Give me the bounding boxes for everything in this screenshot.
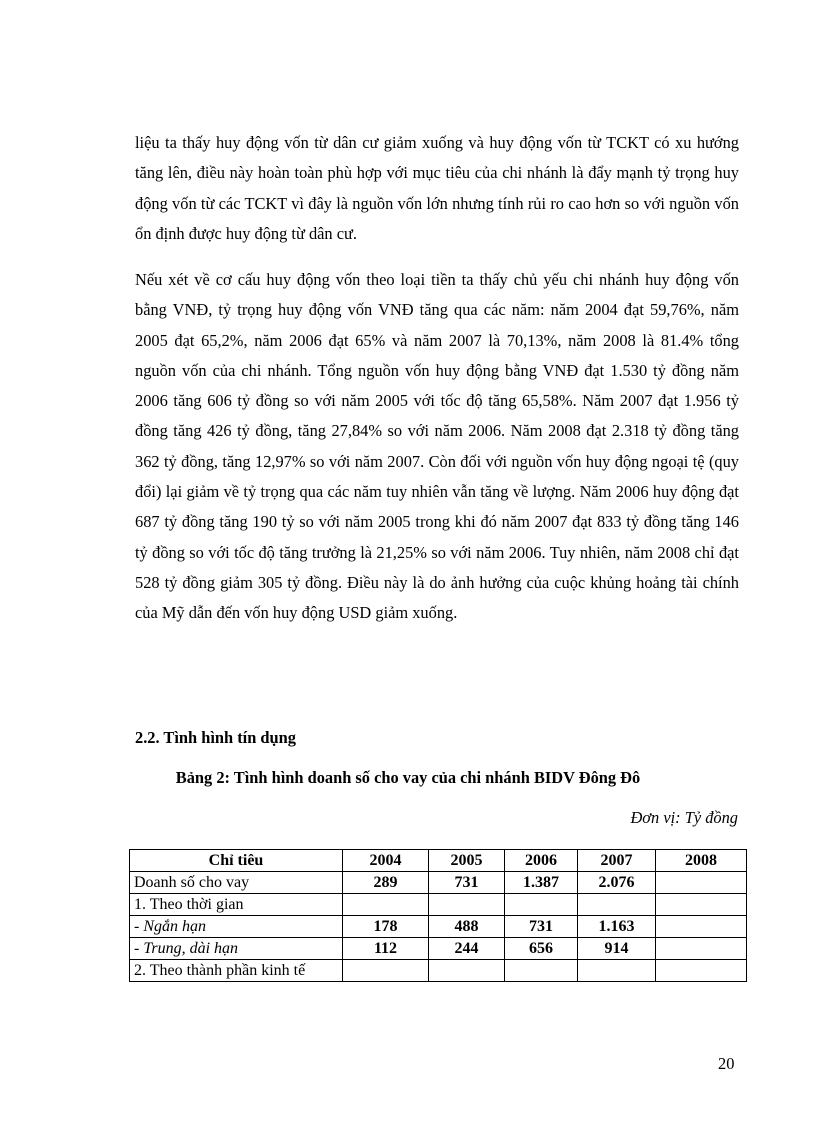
table-cell: 1.387: [505, 872, 578, 894]
table-cell: 731: [505, 916, 578, 938]
header-cell: 2008: [656, 850, 747, 872]
loan-table: [129, 849, 747, 982]
table-cell: [505, 960, 578, 982]
table-cell: 656: [505, 938, 578, 960]
table-cell: 289: [343, 872, 429, 894]
table-title: Bảng 2: Tình hình doanh số cho vay của chi nhánh BIDV Đông Đô: [175, 768, 641, 787]
table-row: [130, 916, 747, 938]
table-cell: [343, 960, 429, 982]
table-row: [130, 960, 747, 982]
table-cell: 914: [578, 938, 656, 960]
paragraph-1: liệu ta thấy huy động vốn từ dân cư giảm xuống và huy động vốn từ TCKT có xu hướng tăng lên, điều này hoàn toàn phù hợp với mục tiêu của chi nhánh là đẩy mạnh tỷ trọng huy động vốn từ các TCKT vì đây là nguồn vốn lớn nhưng tính rủi ro cao hơn so với nguồn vốn ổn định được huy động từ dân cư.: [135, 133, 739, 243]
table-cell: 2.076: [578, 872, 656, 894]
table-cell: 178: [343, 916, 429, 938]
table-cell: [656, 894, 747, 916]
section-heading: 2.2. Tình hình tín dụng: [135, 728, 296, 747]
table-cell: 244: [429, 938, 505, 960]
table-cell: 112: [343, 938, 429, 960]
table-cell: [578, 960, 656, 982]
table-cell: [656, 938, 747, 960]
table-cell: [656, 916, 747, 938]
page-number: 20: [718, 1054, 735, 1073]
table-row: [130, 894, 747, 916]
unit-note: Đơn vị: Tỷ đồng: [630, 808, 738, 827]
table-row: [130, 938, 747, 960]
row-label: 2. Theo thành phần kinh tế: [130, 960, 343, 982]
header-cell: Chỉ tiêu: [130, 850, 343, 872]
header-cell: 2004: [343, 850, 429, 872]
table-cell: 488: [429, 916, 505, 938]
row-label: - Trung, dài hạn: [130, 938, 343, 960]
table-cell: 1.163: [578, 916, 656, 938]
paragraph-2: Nếu xét về cơ cấu huy động vốn theo loại tiền ta thấy chủ yếu chi nhánh huy động vốn bằng VNĐ, tỷ trọng huy động vốn VNĐ tăng qua các năm: năm 2004 đạt 59,76%, năm 2005 đạt 65,2%, năm 2006 đạt 65% và năm 2007 là 70,13%, năm 2008 là 81.4% tổng nguồn vốn của chi nhánh. Tổng nguồn vốn huy động bằng VNĐ đạt 1.530 tỷ đồng năm 2006 tăng 606 tỷ đồng so với năm 2005 với tốc độ tăng 65,58%. Năm 2007 đạt 1.956 tỷ đồng tăng 426 tỷ đồng, tăng 27,84% so với năm 2006. Năm 2008 đạt 2.318 tỷ đồng tăng 362 tỷ đồng, tăng 12,97% so với năm 2007. Còn đối với nguồn vốn huy động ngoại tệ (quy đổi) lại giảm về tỷ trọng qua các năm tuy nhiên vẫn tăng về lượng. Năm 2006 huy động đạt 687 tỷ đồng tăng 190 tỷ so với năm 2005 trong khi đó năm 2007 đạt 833 tỷ đồng tăng 146 tỷ đồng so với tốc độ tăng trưởng là 21,25% so với năm 2006. Tuy nhiên, năm 2008 chỉ đạt 528 tỷ đồng giảm 305 tỷ đồng. Điều này là do ảnh hưởng của cuộc khủng hoảng tài chính của Mỹ dẫn đến vốn huy động USD giảm xuống.: [135, 270, 739, 623]
table-cell: 731: [429, 872, 505, 894]
table-cell: [429, 960, 505, 982]
table-cell: [656, 872, 747, 894]
row-label: Doanh số cho vay: [130, 872, 343, 894]
table-header-row: [130, 850, 747, 872]
header-cell: 2005: [429, 850, 505, 872]
header-cell: 2006: [505, 850, 578, 872]
row-label: 1. Theo thời gian: [130, 894, 343, 916]
table-cell: [505, 894, 578, 916]
table-cell: [656, 960, 747, 982]
table-cell: [343, 894, 429, 916]
table-row: [130, 872, 747, 894]
row-label: - Ngắn hạn: [130, 916, 343, 938]
header-cell: 2007: [578, 850, 656, 872]
table-cell: [429, 894, 505, 916]
table-cell: [578, 894, 656, 916]
